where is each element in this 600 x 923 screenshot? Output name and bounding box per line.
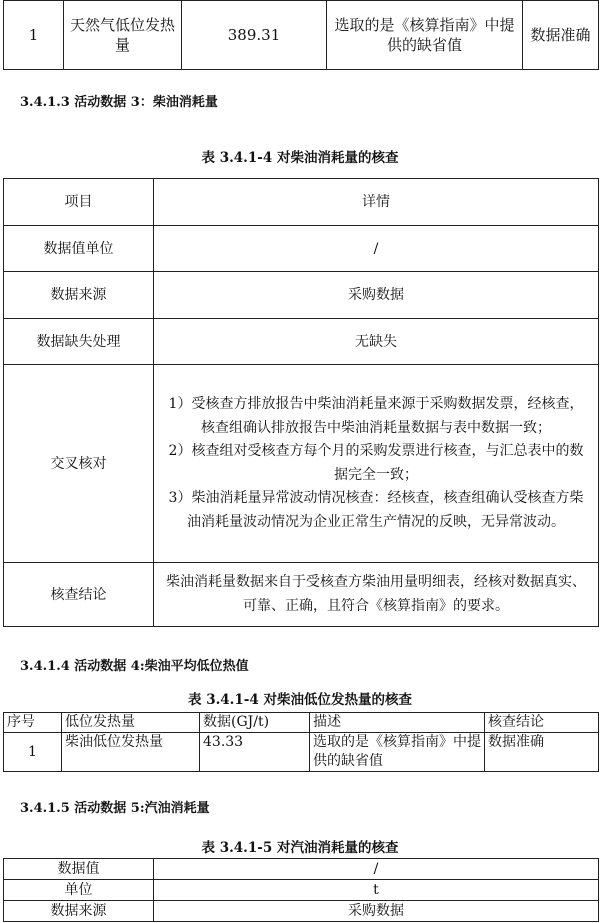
row-detail: / xyxy=(154,226,599,272)
row-label: 交叉核对 xyxy=(4,365,154,563)
table-row xyxy=(4,901,599,922)
row-label: 数据来源 xyxy=(4,901,154,922)
row-detail: 采购数据 xyxy=(154,901,599,922)
table-row xyxy=(4,226,599,272)
table-row xyxy=(4,859,599,880)
table-row xyxy=(4,563,599,627)
table-row xyxy=(4,272,599,319)
table-caption-gasoline: 表 3.4.1-5 对汽油消耗量的核查 xyxy=(201,840,399,856)
cell-conclusion: 数据准确 xyxy=(485,733,599,772)
gasoline-consumption-table xyxy=(3,858,599,922)
table-row xyxy=(4,880,599,901)
table-header-row xyxy=(4,713,599,733)
cell-description: 选取的是《核算指南》中提供的缺省值 xyxy=(310,733,485,772)
table-row xyxy=(4,365,599,563)
row-detail: 无缺失 xyxy=(154,319,599,365)
header-value: 数据(GJ/t) xyxy=(200,713,310,733)
table-row xyxy=(4,733,599,772)
row-detail: / xyxy=(154,859,599,880)
cell-item: 天然气低位发热量 xyxy=(64,1,182,70)
header-conclusion: 核查结论 xyxy=(485,713,599,733)
section-heading-3: 3.4.1.3 活动数据 3：柴油消耗量 xyxy=(20,95,218,110)
cell-item: 柴油低位发热量 xyxy=(62,733,200,772)
cell-value: 389.31 xyxy=(182,1,327,70)
header-ncv: 低位发热量 xyxy=(62,713,200,733)
row-detail: t xyxy=(154,880,599,901)
diesel-consumption-table xyxy=(3,178,599,627)
cell-description: 选取的是《核算指南》中提供的缺省值 xyxy=(327,1,523,70)
table-caption-diesel-ncv: 表 3.4.1-4 对柴油低位发热量的核查 xyxy=(188,692,412,708)
diesel-ncv-table xyxy=(3,712,599,772)
header-detail: 详情 xyxy=(154,179,599,226)
cell-index: 1 xyxy=(4,733,62,772)
row-label: 数据来源 xyxy=(4,272,154,319)
row-label: 数据值 xyxy=(4,859,154,880)
section-heading-4: 3.4.1.4 活动数据 4:柴油平均低位热值 xyxy=(20,659,249,674)
row-label: 核查结论 xyxy=(4,563,154,627)
table-row xyxy=(4,319,599,365)
cell-conclusion: 数据准确 xyxy=(523,1,599,70)
header-index: 序号 xyxy=(4,713,62,733)
header-description: 描述 xyxy=(310,713,485,733)
conclusion-detail: 柴油消耗量数据来自于受核查方柴油用量明细表，经核对数据真实、可靠、正确，且符合《核算指南》的要求。 xyxy=(154,563,599,627)
table-header-row xyxy=(4,179,599,226)
cell-value: 43.33 xyxy=(200,733,310,772)
row-label: 数据缺失处理 xyxy=(4,319,154,365)
header-item: 项目 xyxy=(4,179,154,226)
cell-index: 1 xyxy=(4,1,64,70)
cross-check-detail: 1）受核查方排放报告中柴油消耗量来源于采购数据发票，经核查，核查组确认排放报告中柴油消耗量数据与表中数据一致； 2）核查组对受核查方每个月的采购发票进行核查，与汇总表中的数据完全一致； 3）柴油消耗量异常波动情况核查：经核查，核查组确认受核查方柴油消耗量波动情况为企业正常生产情况的反映，无异常波动。 xyxy=(154,365,599,563)
row-detail: 采购数据 xyxy=(154,272,599,319)
row-label: 单位 xyxy=(4,880,154,901)
table-row xyxy=(4,1,599,70)
natural-gas-ncv-table xyxy=(3,0,599,70)
table-caption-diesel-consumption: 表 3.4.1-4 对柴油消耗量的核查 xyxy=(201,150,399,166)
row-label: 数据值单位 xyxy=(4,226,154,272)
section-heading-5: 3.4.1.5 活动数据 5:汽油消耗量 xyxy=(20,801,210,816)
